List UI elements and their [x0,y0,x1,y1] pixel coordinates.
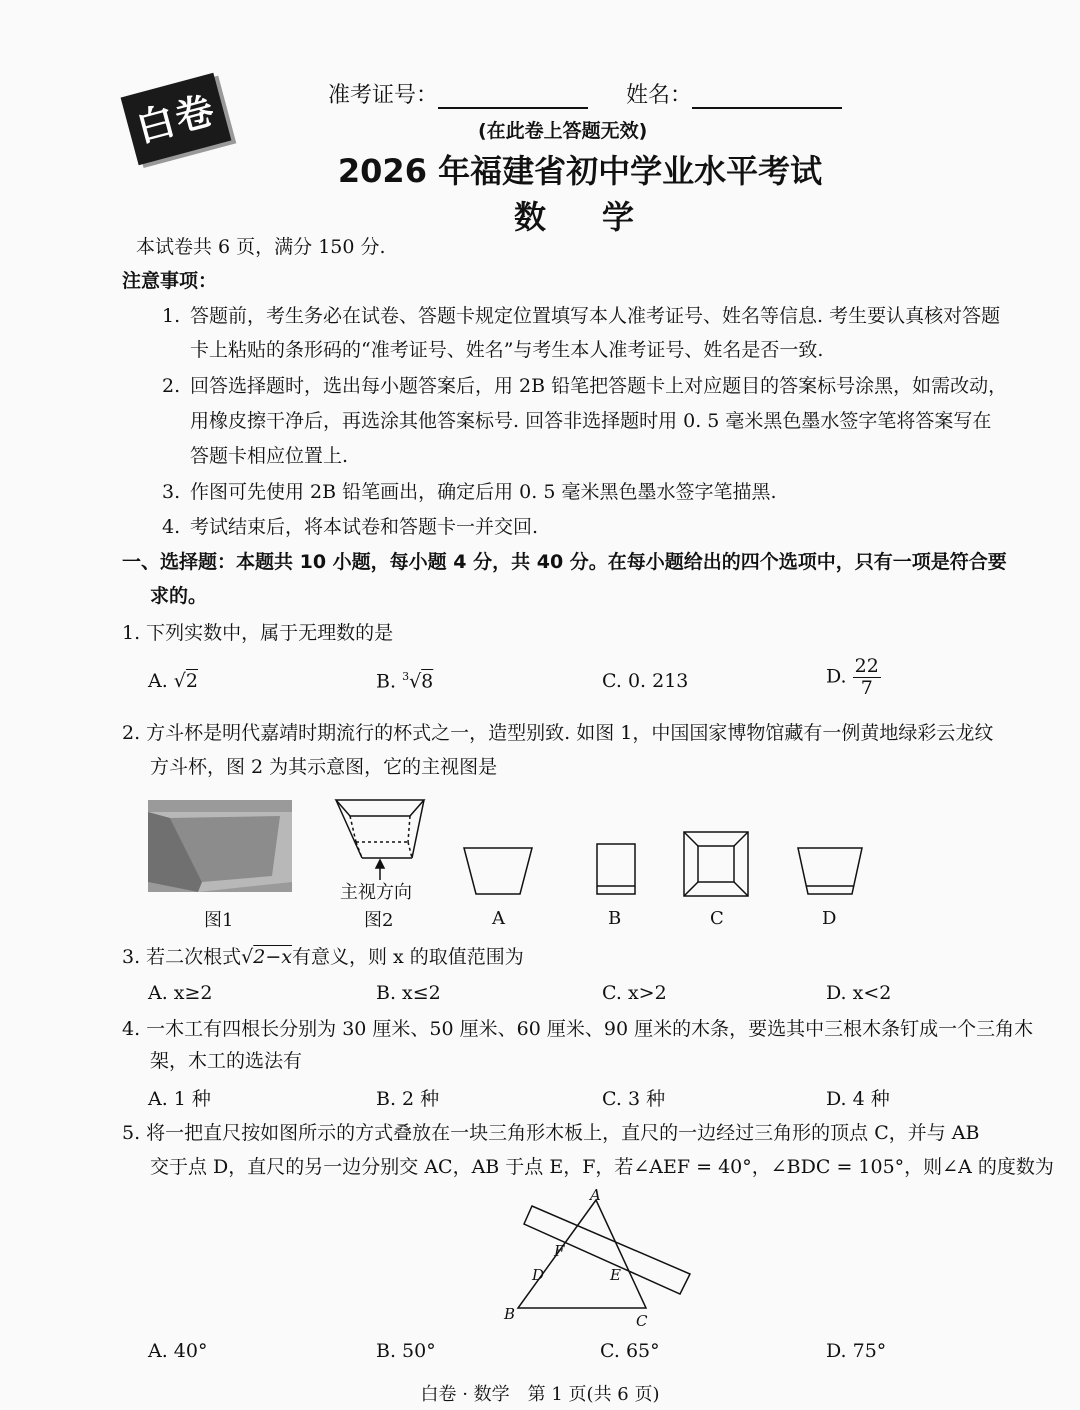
name-field [626,78,842,109]
q4-line-2: 架，木工的选法有 [150,1050,303,1072]
q2-frustum-diagram [336,800,424,880]
invalid-note: (在此卷上答题无效) [478,120,648,142]
white-paper-stamp: 白卷 [121,73,232,165]
name-label: 姓名： [626,83,693,108]
q4-option-a: A. 1 种 [148,1088,211,1110]
q2-figures [140,790,880,902]
q1-option-d: D. $\frac{22}{7}$ [826,655,879,699]
point-c-label: C [636,1312,648,1330]
q2-direction-label: 主视方向 [340,882,412,903]
q2-label-d: D [822,908,837,929]
note-3-line-1: 作图可先使用 2B 铅笔画出，确定后用 0. 5 毫米黑色墨水签字笔描黑. [190,481,777,503]
q2-option-a-shape [464,848,532,894]
note-1-number: 1. [162,305,181,327]
q5-geometry-figure [490,1186,710,1334]
note-1-line-1: 答题前，考生务必在试卷、答题卡规定位置填写本人准考证号、姓名等信息. 考生要认真核对答题 [190,305,1001,327]
q1-fraction: $\frac{22}{7}$ [854,655,879,699]
q1-option-c: C. 0. 213 [602,670,689,692]
note-4-number: 4. [162,516,181,538]
q3-option-a: A. x≥2 [148,982,213,1004]
q3-option-b: B. x≤2 [376,982,441,1004]
q2-option-c-shape [684,832,748,896]
q5-option-d: D. 75° [826,1340,887,1362]
note-2-line-1: 回答选择题时，选出每小题答案后，用 2B 铅笔把答题卡上对应题目的答案标号涂黑，如需改动， [190,375,1008,397]
section-1-heading-line-1: 一、选择题：本题共 10 小题，每小题 4 分，共 40 分。在每小题给出的四个选项中，只有一项是符合要 [122,551,1007,573]
q1-stem: 1. 下列实数中，属于无理数的是 [122,622,394,644]
q4-option-b: B. 2 种 [376,1088,440,1110]
q4-line-1: 4. 一木工有四根长分别为 30 厘米、50 厘米、60 厘米、90 厘米的木条，要选其中三根木条钉成一个三角木 [122,1018,1034,1040]
note-2-number: 2. [162,375,181,397]
point-f-label: F [554,1242,565,1260]
point-d-label: D [532,1266,545,1284]
q2-label-c: C [710,908,724,929]
q2-label-b: B [608,908,622,929]
q2-option-b-shape [597,844,635,894]
ruler [524,1206,690,1294]
q2-photo [148,800,292,892]
q5-option-b: B. 50° [376,1340,436,1362]
point-e-label: E [610,1266,621,1284]
triangle-abc [518,1200,646,1308]
q3-option-c: C. x>2 [602,982,667,1004]
note-1-line-2: 卡上粘贴的条形码的“准考证号、姓名”与考生本人准考证号、姓名是否一致. [190,339,824,361]
exam-id-label: 准考证号： [328,83,439,108]
q1-option-b: B. $^3$√8 [376,670,434,693]
q3-stem: 3. 若二次根式√2−x有意义，则 x 的取值范围为 [122,946,524,968]
q5-option-c: C. 65° [600,1340,660,1362]
q2-option-d-shape [798,848,862,894]
exam-intro: 本试卷共 6 页，满分 150 分. [136,236,386,258]
q3-option-d: D. x<2 [826,982,892,1004]
q2-fig2-caption: 图2 [364,910,394,931]
q1-option-a: A. √2 [148,670,199,692]
q2-label-a: A [492,908,505,929]
q5-option-a: A. 40° [148,1340,208,1362]
q5-line-1: 5. 将一把直尺按如图所示的方式叠放在一块三角形木板上，直尺的一边经过三角形的顶点 C，并与 AB [122,1122,980,1144]
q5-line-2: 交于点 D，直尺的另一边分别交 AC，AB 于点 E，F，若∠AEF = 40°，∠BDC = 105°，则∠A 的度数为 [150,1156,1054,1178]
notes-heading: 注意事项： [122,270,218,292]
section-1-heading-line-2: 求的。 [150,585,208,607]
note-2-line-3: 答题卡相应位置上. [190,445,349,467]
subject-title: 数 学 [513,198,646,236]
note-3-number: 3. [162,481,181,503]
note-4-line-1: 考试结束后，将本试卷和答题卡一并交回. [190,516,539,538]
page-footer: 白卷 · 数学 第 1 页(共 6 页) [420,1384,660,1405]
exam-title: 2026 年福建省初中学业水平考试 [337,152,823,190]
exam-id-blank [438,107,588,109]
note-2-line-2: 用橡皮擦干净后，再选涂其他答案标号. 回答非选择题时用 0. 5 毫米黑色墨水签字笔将答案写在 [190,410,992,432]
point-a-label: A [590,1186,601,1204]
q2-line-1: 2. 方斗杯是明代嘉靖时期流行的杯式之一，造型别致. 如图 1，中国国家博物馆藏有一例黄地绿彩云龙纹 [122,722,994,744]
name-blank [692,107,842,109]
q4-option-d: D. 4 种 [826,1088,890,1110]
exam-id-field [328,78,588,109]
q2-fig1-caption: 图1 [204,910,234,931]
q4-option-c: C. 3 种 [602,1088,666,1110]
q2-line-2: 方斗杯，图 2 为其示意图，它的主视图是 [150,756,498,778]
point-b-label: B [504,1305,516,1323]
